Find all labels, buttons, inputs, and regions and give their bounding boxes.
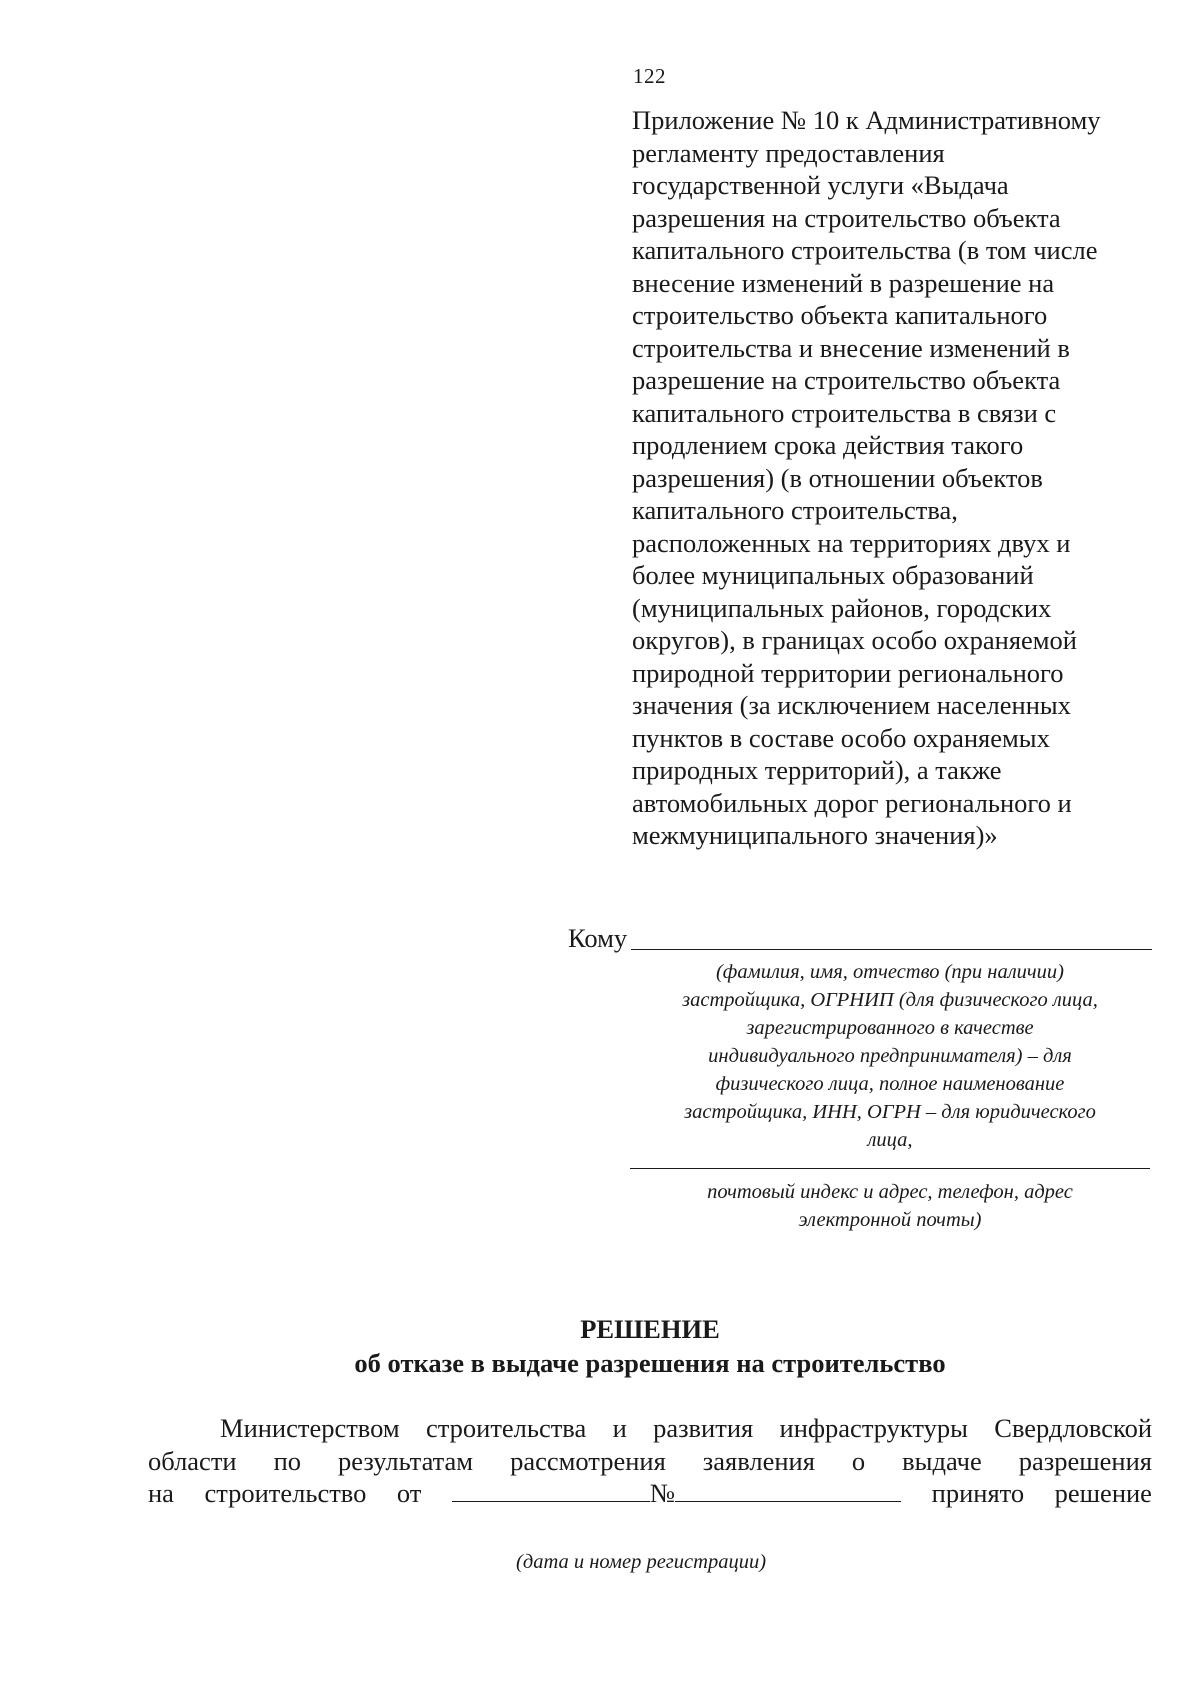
body-word: результатам [338, 1445, 474, 1476]
appendix-line: разрешения) (в отношении объектов [632, 462, 1043, 493]
hint-line: лица, [867, 1129, 913, 1151]
body-line-1 [148, 1412, 1152, 1445]
body-line-3 [148, 1477, 1152, 1510]
hint-line: зарегистрированного в качестве [746, 1017, 1034, 1039]
decision-body [148, 1412, 1152, 1510]
body-word: принято [931, 1478, 1025, 1508]
appendix-line: внесение изменений в разрешение на [632, 267, 1055, 298]
appendix-line: расположенных на территориях двух и [632, 527, 1071, 558]
body-word: строительства [425, 1413, 587, 1443]
address-blank-line [630, 1168, 1150, 1169]
hint-line: застройщика, ОГРНИП (для физического лица, [682, 989, 1098, 1011]
body-word: Свердловской [994, 1413, 1152, 1443]
body-word: развития [653, 1413, 754, 1443]
appendix-line: строительства и внесение изменений в [632, 332, 1070, 363]
appendix-line: природных территорий), а также [632, 755, 1002, 785]
appendix-line: капитального строительства (в том числе [632, 235, 1098, 265]
appendix-line: Приложение № 10 к Административному [632, 105, 1101, 135]
recipient-label: Кому [568, 923, 628, 953]
body-line-2 [148, 1445, 1152, 1478]
body-word: рассмотрения [510, 1445, 666, 1476]
registration-fields [452, 1477, 901, 1510]
appendix-line: пунктов в составе особо охраняемых [632, 722, 1050, 753]
appendix-line: более муниципальных образований [632, 560, 1034, 590]
date-blank [452, 1479, 650, 1502]
body-word: решение [1054, 1478, 1152, 1508]
appendix-line: разрешение на строительство объекта [632, 365, 1061, 395]
decision-subtitle: об отказе в выдаче разрешения на строительство [354, 1348, 946, 1378]
recipient-field [568, 920, 1152, 954]
appendix-line: (муниципальных районов, городских [632, 592, 1052, 623]
number-blank [675, 1479, 901, 1502]
hint-line: застройщика, ИНН, ОГРН – для юридического [684, 1101, 1096, 1123]
page-number: 122 [633, 64, 666, 88]
body-word: по [273, 1445, 302, 1476]
recipient-blank-line [631, 948, 1152, 950]
appendix-line: автомобильных дорог регионального и [632, 787, 1072, 818]
appendix-line: государственной услуги «Выдача [632, 170, 1009, 200]
appendix-line: строительство объекта капитального [632, 300, 1048, 330]
appendix-line: значения (за исключением населенных [632, 690, 1071, 720]
appendix-line: природной территории регионального [632, 657, 1064, 688]
body-word: заявления [702, 1445, 815, 1476]
date-number-hint: (дата и номер регистрации) [516, 1551, 767, 1573]
appendix-line: разрешения на строительство объекта [632, 202, 1061, 233]
number-sign: № [649, 1478, 676, 1508]
hint-line: физического лица, полное наименование [715, 1073, 1065, 1095]
body-word: о [851, 1445, 866, 1476]
hint-line: (фамилия, имя, отчество (при наличии) [715, 961, 1065, 983]
body-word: разрешения [1018, 1445, 1152, 1476]
appendix-header [632, 104, 1152, 852]
body-word: Министерством [220, 1413, 400, 1443]
decision-title: РЕШЕНИЕ [580, 1314, 720, 1344]
hint-line: почтовый индекс и адрес, телефон, адрес [707, 1181, 1073, 1203]
appendix-line: регламенту предоставления [632, 137, 945, 168]
body-word: и [612, 1413, 627, 1443]
body-word: строительство [204, 1478, 367, 1508]
appendix-line: капитального строительства, [632, 495, 958, 525]
appendix-line: округов), в границах особо охраняемой [632, 625, 1077, 655]
body-word: на [148, 1478, 174, 1508]
appendix-line: межмуниципального значения)» [632, 820, 998, 850]
body-word: выдаче [902, 1445, 982, 1476]
body-word: области [148, 1445, 237, 1476]
body-word: инфраструктуры [779, 1413, 968, 1443]
appendix-line: продлением срока действия такого [632, 430, 1024, 460]
hint-line: индивидуального предпринимателя) – для [708, 1045, 1072, 1067]
hint-line: электронной почты) [798, 1209, 982, 1231]
body-word: от [396, 1478, 422, 1508]
address-hint [630, 1178, 1150, 1234]
recipient-hint [630, 958, 1150, 1154]
appendix-line: капитального строительства в связи с [632, 397, 1057, 428]
